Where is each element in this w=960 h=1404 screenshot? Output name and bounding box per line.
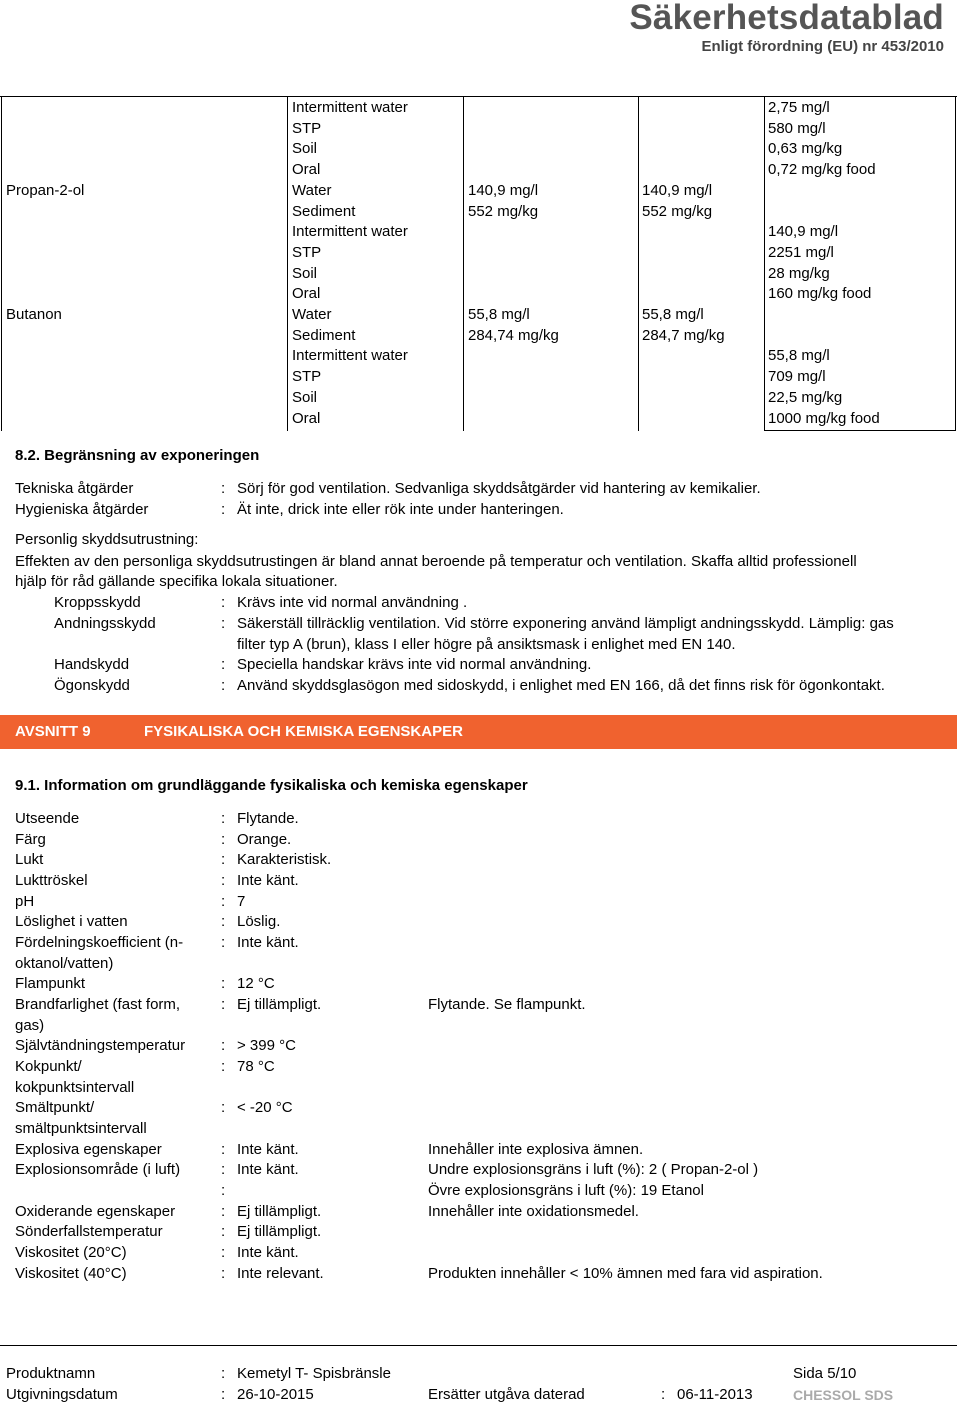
property-label: smältpunktsintervall: [15, 1120, 147, 1137]
tech-value: Sörj för god ventilation. Sedvanliga skyddsåtgärder vid hantering av kemikalier.: [237, 480, 761, 497]
colon: :: [221, 1223, 226, 1240]
table-cell-c2: 552 mg/kg: [642, 202, 713, 220]
property-label: Brandfarlighet (fast form,: [15, 996, 181, 1013]
table-row: [0, 366, 957, 387]
table-row: [0, 180, 957, 201]
table-cell-c3: 22,5 mg/kg: [768, 388, 843, 406]
property-note: Övre explosionsgräns i luft (%): 19 Etanol: [428, 1182, 704, 1199]
table-cell-c3: 709 mg/l: [768, 368, 826, 386]
table-cell-compartment: Oral: [292, 285, 321, 303]
table-row: [0, 387, 957, 408]
table-cell-substance: Propan-2-ol: [6, 181, 85, 199]
table-cell-compartment: Soil: [292, 264, 318, 282]
table-cell-c3: 0,72 mg/kg food: [768, 161, 876, 179]
table-row: [0, 97, 957, 118]
property-label: Färg: [15, 831, 46, 848]
table-border: [764, 430, 956, 431]
colon: :: [221, 1037, 226, 1054]
property-note: Produkten innehåller < 10% ämnen med fara vid aspiration.: [428, 1265, 823, 1282]
footer-product-value: Kemetyl T- Spisbränsle: [237, 1365, 391, 1382]
table-cell-c1: 284,74 mg/kg: [468, 326, 559, 344]
table-cell-c3: 0,63 mg/kg: [768, 140, 843, 158]
property-label: Kokpunkt/: [15, 1058, 82, 1075]
property-label: kokpunktsintervall: [15, 1079, 135, 1096]
property-note: Flytande. Se flampunkt.: [428, 996, 586, 1013]
table-row: [0, 242, 957, 263]
property-value: Flytande.: [237, 810, 299, 827]
property-value: 78 °C: [237, 1058, 275, 1075]
colon: :: [221, 1182, 226, 1199]
ppe-heading: Personlig skyddsutrustning:: [15, 531, 199, 548]
colon: :: [221, 501, 226, 518]
colon: :: [221, 1244, 226, 1261]
eye-protection-value: Använd skyddsglasögon med sidoskydd, i enlighet med EN 166, då det finns risk för ögonkontakt.: [237, 677, 885, 694]
table-cell-compartment: Water: [292, 306, 332, 323]
table-row: [0, 221, 957, 242]
table-cell-compartment: Oral: [292, 409, 321, 427]
property-note: Innehåller inte oxidationsmedel.: [428, 1203, 639, 1220]
table-cell-compartment: Soil: [292, 388, 318, 406]
property-label: Oxiderande egenskaper: [15, 1203, 176, 1220]
colon: :: [221, 1365, 226, 1382]
colon: :: [221, 934, 226, 951]
property-value: Ej tillämpligt.: [237, 996, 322, 1013]
property-value: > 399 °C: [237, 1037, 296, 1054]
property-value: Inte känt.: [237, 1141, 299, 1158]
table-row: [0, 325, 957, 346]
table-cell-c2: 55,8 mg/l: [642, 306, 704, 323]
hyg-label: Hygieniska åtgärder: [15, 501, 149, 518]
property-value: Orange.: [237, 831, 292, 848]
pnec-table: [0, 96, 957, 431]
property-label: Smältpunkt/: [15, 1099, 95, 1116]
table-cell-c3: 1000 mg/kg food: [768, 409, 880, 427]
property-label: Explosiva egenskaper: [15, 1141, 162, 1158]
colon: :: [221, 615, 226, 632]
table-cell-c3: 580 mg/l: [768, 119, 826, 137]
colon: :: [221, 851, 226, 868]
body-protection-label: Kroppsskydd: [54, 594, 141, 611]
table-cell-c3: 28 mg/kg: [768, 264, 830, 282]
table-cell-c1: 552 mg/kg: [468, 202, 539, 220]
respiratory-protection-value: filter typ A (brun), klass I eller högre på ansiktsmask i enlighet med EN 140.: [237, 636, 736, 653]
property-label: Fördelningskoefficient (n-: [15, 934, 184, 951]
chessol-logo: CHESSOL SDS: [793, 1387, 894, 1403]
colon: :: [221, 1161, 226, 1178]
table-cell-compartment: STP: [292, 368, 322, 386]
table-cell-c1: 140,9 mg/l: [468, 181, 539, 199]
property-label: oktanol/vatten): [15, 955, 114, 972]
table-cell-compartment: Soil: [292, 140, 318, 158]
table-cell-compartment: Water: [292, 181, 332, 199]
property-value: < -20 °C: [237, 1099, 293, 1116]
property-label: Sönderfallstemperatur: [15, 1223, 163, 1240]
header-subtitle: Enligt förordning (EU) nr 453/2010: [701, 38, 944, 55]
respiratory-protection-value: Säkerställ tillräcklig ventilation. Vid större exponering använd lämpligt andningsskydd. Lämplig: gas: [237, 615, 894, 632]
table-cell-c3: 2,75 mg/l: [768, 99, 830, 116]
colon: :: [221, 594, 226, 611]
table-cell-c3: 140,9 mg/l: [768, 223, 839, 241]
colon: :: [221, 1141, 226, 1158]
property-note: Innehåller inte explosiva ämnen.: [428, 1141, 644, 1158]
footer-issue-label: Utgivningsdatum: [6, 1386, 118, 1403]
footer-replaces-value: 06-11-2013: [677, 1386, 753, 1403]
property-value: Ej tillämpligt.: [237, 1203, 322, 1220]
hand-protection-value: Speciella handskar krävs inte vid normal användning.: [237, 656, 592, 673]
property-label: Lukttröskel: [15, 872, 88, 889]
colon: :: [221, 656, 226, 673]
table-cell-substance: Butanon: [6, 306, 62, 323]
property-value: Inte känt.: [237, 872, 299, 889]
property-label: Löslighet i vatten: [15, 913, 128, 930]
property-label: Utseende: [15, 810, 80, 827]
ppe-text: hjälp för råd gällande specifika lokala situationer.: [15, 573, 338, 590]
footer-replaces-label: Ersätter utgåva daterad: [428, 1386, 585, 1403]
colon: :: [221, 913, 226, 930]
property-label: Självtändningstemperatur: [15, 1037, 186, 1054]
footer-divider: [0, 1345, 957, 1346]
table-cell-c3: 160 mg/kg food: [768, 285, 872, 303]
table-row: [0, 201, 957, 222]
property-label: Explosionsområde (i luft): [15, 1161, 181, 1178]
colon: :: [221, 810, 226, 827]
colon: :: [221, 975, 226, 992]
table-cell-c2: 140,9 mg/l: [642, 181, 713, 199]
table-row: [0, 408, 957, 429]
colon: :: [221, 1058, 226, 1075]
table-row: [0, 138, 957, 159]
property-note: Undre explosionsgräns i luft (%): 2 ( Propan-2-ol ): [428, 1161, 759, 1178]
table-cell-compartment: STP: [292, 119, 322, 137]
respiratory-protection-label: Andningsskydd: [54, 615, 156, 632]
table-cell-c3: 55,8 mg/l: [768, 347, 830, 365]
table-cell-compartment: Sediment: [292, 326, 356, 344]
table-cell-compartment: Oral: [292, 161, 321, 179]
property-value: Karakteristisk.: [237, 851, 332, 868]
colon: :: [221, 677, 226, 694]
table-cell-compartment: Intermittent water: [292, 99, 408, 116]
property-label: Viskositet (40°C): [15, 1265, 127, 1282]
section-8-2-heading: 8.2. Begränsning av exponeringen: [15, 447, 260, 464]
table-row: [0, 283, 957, 304]
property-value: Inte känt.: [237, 934, 299, 951]
hand-protection-label: Handskydd: [54, 656, 130, 673]
property-value: Inte känt.: [237, 1244, 299, 1261]
property-value: Löslig.: [237, 913, 281, 930]
eye-protection-label: Ögonskydd: [54, 677, 130, 694]
footer-issue-value: 26-10-2015: [237, 1386, 314, 1403]
footer-product-label: Produktnamn: [6, 1365, 96, 1382]
property-label: gas): [15, 1017, 45, 1034]
property-label: Flampunkt: [15, 975, 86, 992]
colon: :: [221, 1099, 226, 1116]
table-row: [0, 304, 957, 325]
property-value: 7: [237, 893, 246, 910]
table-cell-c1: 55,8 mg/l: [468, 306, 530, 323]
property-value: 12 °C: [237, 975, 275, 992]
section-9-1-heading: 9.1. Information om grundläggande fysikaliska och kemiska egenskaper: [15, 777, 528, 794]
table-row: [0, 345, 957, 366]
table-cell-c3: 2251 mg/l: [768, 243, 834, 261]
hyg-value: Ät inte, drick inte eller rök inte under hanteringen.: [237, 501, 564, 518]
table-cell-compartment: Intermittent water: [292, 347, 408, 365]
property-label: Viskositet (20°C): [15, 1244, 127, 1261]
table-cell-compartment: STP: [292, 243, 322, 261]
table-row: [0, 159, 957, 180]
property-label: Lukt: [15, 851, 44, 868]
colon: :: [221, 831, 226, 848]
colon: :: [221, 893, 226, 910]
colon: :: [221, 1265, 226, 1282]
ppe-text: Effekten av den personliga skyddsutrustingen är bland annat beroende på temperatur och ventilation. Skaffa alltid professionell: [15, 553, 857, 570]
colon: :: [221, 996, 226, 1013]
section-9-banner: [0, 715, 957, 749]
colon: :: [221, 480, 226, 497]
colon: :: [221, 1203, 226, 1220]
property-label: pH: [15, 893, 35, 910]
colon: :: [221, 872, 226, 889]
table-cell-c2: 284,7 mg/kg: [642, 326, 725, 344]
property-value: Inte känt.: [237, 1161, 299, 1178]
colon: :: [661, 1386, 666, 1403]
property-value: Ej tillämpligt.: [237, 1223, 322, 1240]
table-row: [0, 263, 957, 284]
section-number: AVSNITT 9: [15, 723, 91, 740]
colon: :: [221, 1386, 226, 1403]
property-value: Inte relevant.: [237, 1265, 324, 1282]
section-title: FYSIKALISKA OCH KEMISKA EGENSKAPER: [144, 723, 463, 740]
header-title: Säkerhetsdatablad: [629, 0, 944, 37]
table-cell-compartment: Intermittent water: [292, 223, 408, 241]
body-protection-value: Krävs inte vid normal användning .: [237, 594, 468, 611]
page-number: Sida 5/10: [793, 1365, 857, 1382]
table-cell-compartment: Sediment: [292, 202, 356, 220]
table-row: [0, 118, 957, 139]
tech-label: Tekniska åtgärder: [15, 480, 134, 497]
